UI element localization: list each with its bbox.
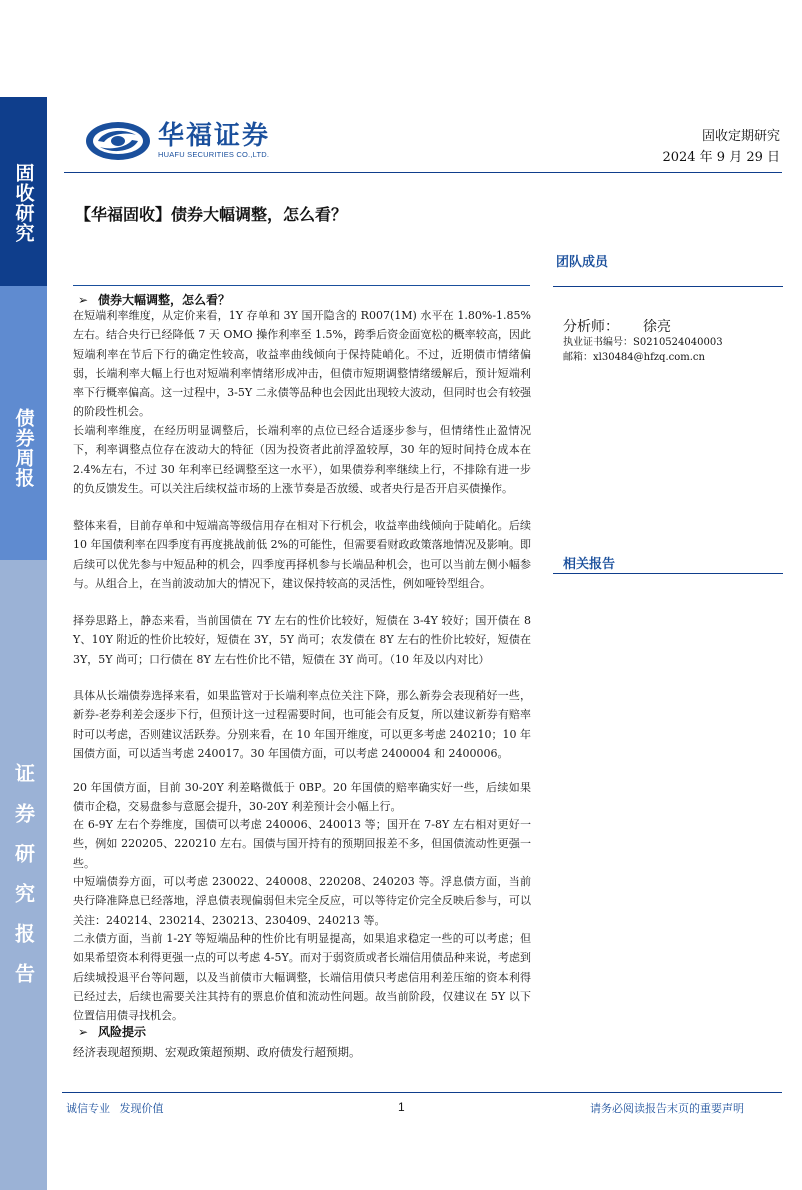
cert-label: 执业证书编号： — [563, 337, 633, 348]
paragraph-9: 二永债方面，当前 1-2Y 等短端品种的性价比有明显提高，如果追求稳定一些的可以考虑；但如果希望资本利得更强一点的可以考虑 4-5Y。而对于弱资质或者长端信用债品种来说，考虑到后续城投退平台等问题，以及当前债市大幅调整，长端信用债只考虑信用利差压缩的资本利得已经过去，后续也需要关注其持有的票息价值和流动性问题。故当前阶段，仅建议在 5Y 以下位置信用债寻找机会。 — [73, 932, 531, 1023]
arrow-bullet-icon: ➢ — [78, 293, 89, 307]
risk-heading — [73, 1023, 146, 1040]
paragraph-6: 20 年国债方面，目前 30-20Y 利差略微低于 0BP。20 年国债的赔率确实好一些，后续如果债市企稳，交易盘参与意愿会提升，30-20Y 利差预计会小幅上行。 — [73, 781, 531, 814]
cert-line — [563, 333, 723, 348]
paragraph-8: 中短端债券方面，可以考虑 230022、240008、220208、240203 等。浮息债方面，当前央行降准降息已经落地，浮息债表现偏弱但未完全反应，可以等待定价完全反映后参与，可以关注：240214、230214、230213、230409、240213 等。 — [73, 875, 531, 927]
footer-divider — [62, 1092, 782, 1093]
sidebar-label-research-report: 证券研究报告 — [11, 763, 36, 1003]
sidebar-block-fixed-income — [0, 97, 47, 286]
paragraph-2: 长端利率维度，在经历明显调整后，长端利率的点位已经合适逐步参与，但情绪性止盈情况下，利率调整点位存在波动大的特征（因为投资者此前浮盈较厚，30 年的短时间持仓成本在 2.4%左右，不过 30 年利率已经调整至这一水平），如果债券利率继续上行，不排除有进一步的负反馈发生。可以关注后续权益市场的上涨节奏是否放缓、或者央行是否开启买债操作。 — [73, 424, 531, 495]
footer-slogan: 诚信专业 发现价值 — [66, 1102, 164, 1115]
sidebar-block-research-report — [0, 560, 47, 1190]
team-heading: 团队成员 — [556, 255, 609, 270]
footer-disclaimer: 请务必阅读报告末页的重要声明 — [590, 1102, 744, 1115]
huafu-logo-icon — [84, 120, 152, 162]
paragraph-4: 择券思路上，静态来看，当前国债在 7Y 左右的性价比较好，短债在 3-4Y 较好；国开债在 8Y、10Y 附近的性价比较好，短债在 3Y，5Y 尚可；农发债在 8Y 左右的性价比较好，短债在 3Y，5Y 尚可；口行债在 8Y 左右性价比不错，短债在 3Y 尚可。（10 年及以内对比） — [73, 614, 531, 666]
logo-english-name: HUAFU SECURITIES CO.,LTD. — [158, 150, 270, 159]
header-divider — [64, 172, 782, 173]
section-heading-text: 债券大幅调整，怎么看？ — [98, 293, 231, 307]
sidebar-block-weekly — [0, 286, 47, 560]
report-date: 2024 年 9 月 29 日 — [662, 150, 780, 165]
risk-text: 经济表现超预期、宏观政策超预期、政府债发行超预期。 — [73, 1045, 361, 1059]
company-logo — [84, 118, 270, 164]
page-title: 【华福固收】债券大幅调整，怎么看？ — [75, 205, 348, 224]
logo-chinese-name: 华福证券 — [158, 121, 271, 151]
paragraph-7: 在 6-9Y 左右个券维度，国债可以考虑 240006、240013 等；国开在 7-8Y 左右相对更好一些，例如 220205、220210 左右。国债与国开持有的预期回报差不多，但国债流动性更强一些。 — [73, 818, 531, 870]
email-line — [563, 348, 705, 363]
arrow-bullet-icon: ➢ — [78, 1025, 89, 1039]
team-divider — [553, 286, 783, 287]
related-reports-heading: 相关报告 — [563, 557, 616, 572]
main-top-divider — [73, 285, 530, 286]
risk-heading-text: 风险提示 — [98, 1025, 147, 1039]
sidebar-label-fixed-income: 固收研究 — [12, 163, 35, 243]
analyst-name: 徐亮 — [643, 319, 671, 335]
page-number: 1 — [398, 1100, 405, 1114]
paragraph-5: 具体从长端债券选择来看，如果监管对于长端利率点位关注下降，那么新券会表现稍好一些，新券-老券利差会逐步下行，但预计这一过程需要时间，也可能会有反复，所以建议新券有赔率时可以考虑，否则建议活跃券。分别来看，在 10 年国开维度，可以更多考虑 240210；10 年国债方面，可以适当考虑 240017。30 年国债方面，可以考虑 2400004 和 2400006。 — [73, 689, 531, 760]
sidebar-label-weekly: 债券周报 — [12, 408, 35, 488]
report-type: 固收定期研究 — [701, 129, 780, 144]
email-address[interactable]: xl30484@hfzq.com.cn — [593, 352, 705, 363]
analyst-label: 分析师： — [563, 319, 619, 335]
paragraph-3: 整体来看，目前存单和中短端高等级信用存在相对下行机会，收益率曲线倾向于陡峭化。后续 10 年国债利率在四季度有再度挑战前低 2%的可能性，但需要看财政政策落地情况及影响。即后续可以优先参与中短品种的机会，四季度再择机参与长端品种机会，也可以当前左侧小幅参与。从组合上，在当前波动加大的情况下，建议保持较高的灵活性，例如哑铃型组合。 — [73, 519, 531, 590]
paragraph-1: 在短端利率维度，从定价来看，1Y 存单和 3Y 国开隐含的 R007(1M) 水平在 1.80%-1.85% 左右。结合央行已经降低 7 天 OMO 操作利率至 1.5%，跨季后资金面宽松的概率较高，因此短端利率在节后下行的确定性较高，收益率曲线倾向于保持陡峭化。不过，近期债市情绪偏弱，长端利率大幅上行也对短端利率情绪形成冲击，但债市短期调整情绪缓解后，预计短端利率下行概率偏高。这一过程中，3-5Y 二永债等品种也会因此出现较大波动，但同时也会有较强的阶段性机会。 — [73, 309, 531, 419]
email-label: 邮箱： — [563, 352, 593, 363]
cert-number: S0210524040003 — [633, 337, 723, 348]
related-divider — [553, 573, 783, 574]
